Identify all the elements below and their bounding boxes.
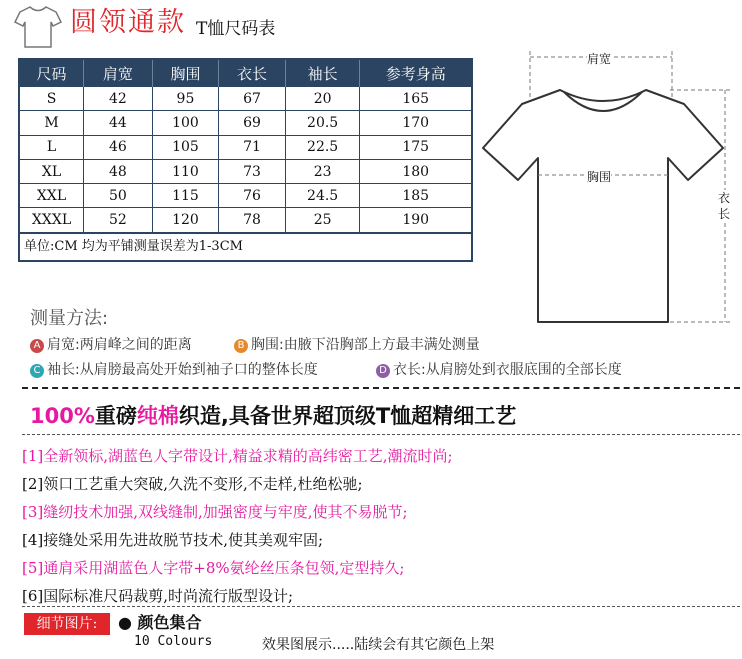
feature-item: [3]缝纫技术加强,双线缝制,加强密度与牢度,使其不易脱节; xyxy=(22,503,408,521)
column-header: 肩宽 xyxy=(84,60,153,87)
measure-item-text: 肩宽:两肩峰之间的距离 xyxy=(47,337,192,353)
table-cell: 170 xyxy=(360,111,471,135)
table-cell: 71 xyxy=(219,135,286,159)
feature-item: [6]国际标准尺码裁剪,时尚流行版型设计; xyxy=(22,587,294,605)
measure-title: 测量方法: xyxy=(30,308,109,329)
effect-note: 效果图展示.....陆续会有其它颜色上架 xyxy=(262,637,495,653)
table-cell: 25 xyxy=(285,208,360,232)
feature-item: [2]领口工艺重大突破,久洗不变形,不走样,杜绝松驰; xyxy=(22,475,363,493)
badge-b-icon: B xyxy=(234,339,248,353)
size-table-note: 单位:CM 均为平铺测量误差为1-3CM xyxy=(20,233,471,260)
column-header: 参考身高 xyxy=(360,60,471,87)
table-cell: 20 xyxy=(285,87,360,111)
divider xyxy=(22,606,740,607)
table-cell: 175 xyxy=(360,135,471,159)
badge-a-icon: A xyxy=(30,339,44,353)
measure-item-text: 胸围:由腋下沿胸部上方最丰满处测量 xyxy=(251,337,480,353)
detail-tag: 细节图片: xyxy=(24,613,110,635)
divider xyxy=(22,387,740,389)
table-cell: 67 xyxy=(219,87,286,111)
table-cell: 165 xyxy=(360,87,471,111)
table-cell: XL xyxy=(20,159,84,183)
measure-item-text: 袖长:从肩膀最高处开始到袖子口的整体长度 xyxy=(47,362,318,378)
tshirt-diagram xyxy=(470,40,740,330)
page-subtitle: T恤尺码表 xyxy=(196,19,276,39)
tshirt-outline-icon xyxy=(470,40,740,330)
column-header: 尺码 xyxy=(20,60,84,87)
table-cell: 44 xyxy=(84,111,153,135)
table-cell: 105 xyxy=(152,135,219,159)
table-cell: 46 xyxy=(84,135,153,159)
column-header: 袖长 xyxy=(285,60,360,87)
table-cell: 48 xyxy=(84,159,153,183)
table-cell: M xyxy=(20,111,84,135)
headline xyxy=(30,400,516,430)
table-cell: 120 xyxy=(152,208,219,232)
headline-cotton: 纯棉 xyxy=(136,404,179,428)
table-cell: 100 xyxy=(152,111,219,135)
measure-item-text: 衣长:从肩膀处到衣服底围的全部长度 xyxy=(393,362,622,378)
table-cell: 190 xyxy=(360,208,471,232)
table-row xyxy=(20,135,471,159)
table-cell: 115 xyxy=(152,184,219,208)
headline-rest: 织造,具备世界超顶级T恤超精细工艺 xyxy=(178,404,517,428)
table-cell: XXXL xyxy=(20,208,84,232)
table-cell: 78 xyxy=(219,208,286,232)
table-cell: 73 xyxy=(219,159,286,183)
headline-weight: 重磅 xyxy=(94,404,137,428)
measure-item-length xyxy=(376,359,622,379)
table-cell: 20.5 xyxy=(285,111,360,135)
table-row xyxy=(20,111,471,135)
table-cell: S xyxy=(20,87,84,111)
feature-item: [4]接缝处采用先进故脱节技术,使其美观牢固; xyxy=(22,531,324,549)
table-row xyxy=(20,87,471,111)
badge-d-icon: D xyxy=(376,364,390,378)
table-cell: 22.5 xyxy=(285,135,360,159)
table-cell: 180 xyxy=(360,159,471,183)
table-cell: 42 xyxy=(84,87,153,111)
table-cell: 185 xyxy=(360,184,471,208)
measure-item-shoulder xyxy=(30,334,192,354)
table-cell: 50 xyxy=(84,184,153,208)
table-cell: 110 xyxy=(152,159,219,183)
color-count: 10 Colours xyxy=(134,634,213,649)
feature-item: [5]通肩采用湖蓝色人字带+8%氨纶丝压条包领,定型持久; xyxy=(22,559,405,577)
feature-item: [1]全新领标,湖蓝色人字带设计,精益求精的高纬密工艺,潮流时尚; xyxy=(22,447,453,465)
table-row xyxy=(20,208,471,232)
badge-c-icon: C xyxy=(30,364,44,378)
column-header: 衣长 xyxy=(219,60,286,87)
table-cell: 69 xyxy=(219,111,286,135)
table-cell: 76 xyxy=(219,184,286,208)
measure-item-chest xyxy=(234,334,480,354)
table-cell: 52 xyxy=(84,208,153,232)
tshirt-icon xyxy=(14,4,62,50)
table-header-row xyxy=(20,60,471,87)
diagram-shoulder-label: 肩宽 xyxy=(587,52,612,66)
page-title: 圆领通款 xyxy=(70,7,186,38)
table-cell: 23 xyxy=(285,159,360,183)
color-collection-title: ● 颜色集合 xyxy=(118,613,202,632)
table-row xyxy=(20,184,471,208)
table-cell: XXL xyxy=(20,184,84,208)
measure-item-sleeve xyxy=(30,359,318,379)
size-table xyxy=(18,58,473,262)
table-cell: L xyxy=(20,135,84,159)
column-header: 胸围 xyxy=(152,60,219,87)
diagram-length-label: 衣长 xyxy=(718,191,731,221)
table-row xyxy=(20,159,471,183)
divider xyxy=(22,434,740,435)
headline-percent: 100% xyxy=(30,404,95,428)
table-cell: 95 xyxy=(152,87,219,111)
diagram-chest-label: 胸围 xyxy=(587,170,612,184)
table-cell: 24.5 xyxy=(285,184,360,208)
